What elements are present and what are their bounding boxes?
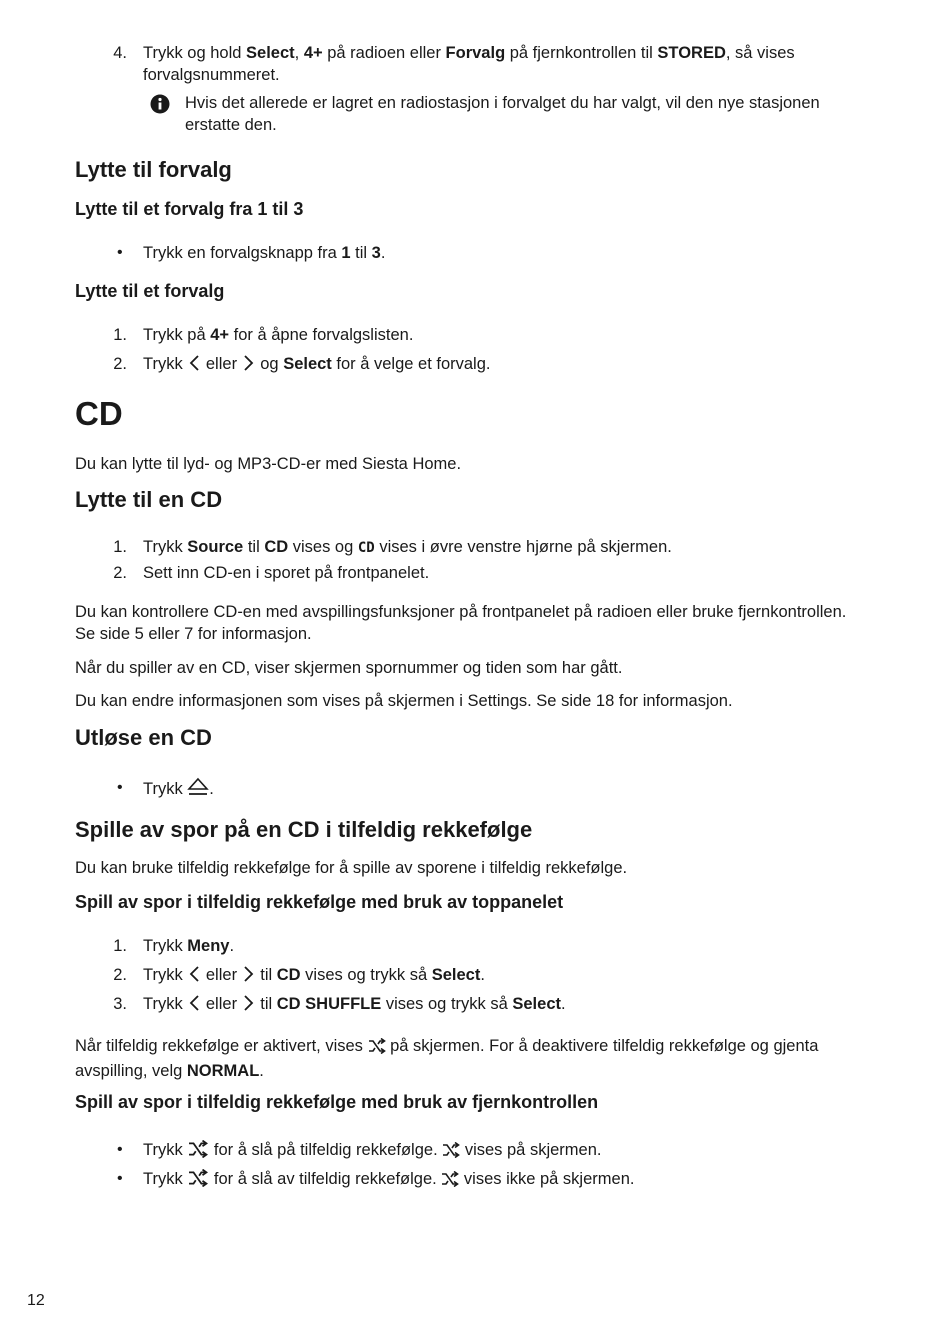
shuffle-icon [442, 1142, 460, 1164]
page-number: 12 [27, 1292, 45, 1309]
step-number: 2. [113, 966, 127, 984]
step-number: 1. [113, 538, 127, 556]
cd-paragraph-3: Du kan endre informasjonen som vises på skjermen i Settings. Se side 18 for informasjon. [75, 692, 733, 710]
step-text: Trykk eller og Select for å velge et forvalg. [143, 353, 870, 378]
step-text: Trykk eller til CD SHUFFLE vises og trykk så Select. [143, 993, 870, 1018]
step-text: Sett inn CD-en i sporet på frontpanelet. [143, 564, 430, 582]
heading-toppanel: Spill av spor i tilfeldig rekkefølge med bruk av toppanelet [75, 892, 564, 912]
step-number: 1. [113, 937, 127, 955]
info-icon [150, 94, 170, 120]
bullet-text: Trykk en forvalgsknapp fra 1 til 3. [143, 244, 386, 262]
bullet: • [117, 1141, 123, 1158]
step-text: Trykk Source til CD vises og CD vises i øvre venstre hjørne på skjermen. [143, 538, 672, 556]
bullet-text: Trykk for å slå av tilfeldig rekkefølge. vises ikke på skjermen. [143, 1168, 870, 1193]
note-text: Hvis det allerede er lagret en radiostasjon i forvalget du har valgt, vil den nye stasjonen erstatte den. [185, 94, 820, 134]
shuffle-paragraph: Når tilfeldig rekkefølge er aktivert, vises på skjermen. For å deaktivere tilfeldig rekkefølge og gjenta avspilling, velg NORMAL. [75, 1037, 819, 1080]
shuffle-icon [187, 1140, 209, 1164]
eject-icon [187, 777, 209, 803]
heading-fjern: Spill av spor i tilfeldig rekkefølge med bruk av fjernkontrollen [75, 1092, 599, 1112]
heading-lytte-cd: Lytte til en CD [75, 487, 223, 512]
step-number: 1. [113, 326, 127, 344]
cd-logo-icon: CD [357, 540, 375, 556]
shuffle-icon [441, 1171, 459, 1193]
step-number: 2. [113, 564, 127, 582]
shuffle-icon [187, 1169, 209, 1193]
step-text: Trykk Meny. [143, 937, 235, 955]
heading-tilfeldig: Spille av spor på en CD i tilfeldig rekkefølge [75, 817, 533, 842]
chevron-left-icon [187, 994, 201, 1018]
step-text: Trykk på 4+ for å åpne forvalgslisten. [143, 326, 414, 344]
bullet: • [117, 244, 123, 261]
heading-forvalg-1-3: Lytte til et forvalg fra 1 til 3 [75, 199, 304, 219]
cd-intro: Du kan lytte til lyd- og MP3-CD-er med Siesta Home. [75, 455, 462, 473]
chevron-right-icon [242, 965, 256, 989]
bullet-text: Trykk . [143, 777, 870, 803]
heading-cd: CD [75, 395, 123, 432]
chevron-left-icon [187, 965, 201, 989]
shuffle-icon [368, 1038, 386, 1060]
chevron-right-icon [242, 994, 256, 1018]
chevron-right-icon [242, 354, 256, 378]
step-number: 4. [113, 44, 127, 62]
heading-utlose: Utløse en CD [75, 725, 212, 750]
heading-et-forvalg: Lytte til et forvalg [75, 281, 225, 301]
step-number: 2. [113, 355, 127, 373]
bullet: • [117, 1170, 123, 1187]
step-number: 3. [113, 995, 127, 1013]
step-text: Trykk og hold Select, 4+ på radioen eller Forvalg på fjernkontrollen til STORED, så vises forvalgsnummeret. [143, 44, 795, 84]
tilfeldig-intro: Du kan bruke tilfeldig rekkefølge for å spille av sporene i tilfeldig rekkefølge. [75, 859, 628, 877]
cd-paragraph-2: Når du spiller av en CD, viser skjermen spornummer og tiden som har gått. [75, 659, 623, 677]
heading-lytte-forvalg: Lytte til forvalg [75, 157, 232, 182]
step-text: Trykk eller til CD vises og trykk så Select. [143, 964, 870, 989]
cd-paragraph-1: Du kan kontrollere CD-en med avspillingsfunksjoner på frontpanelet på radioen eller bruke fjernkontrollen. Se side 5 eller 7 for informasjon. [75, 603, 847, 643]
bullet: • [117, 779, 123, 796]
bullet-text: Trykk for å slå på tilfeldig rekkefølge. vises på skjermen. [143, 1139, 870, 1164]
chevron-left-icon [187, 354, 201, 378]
